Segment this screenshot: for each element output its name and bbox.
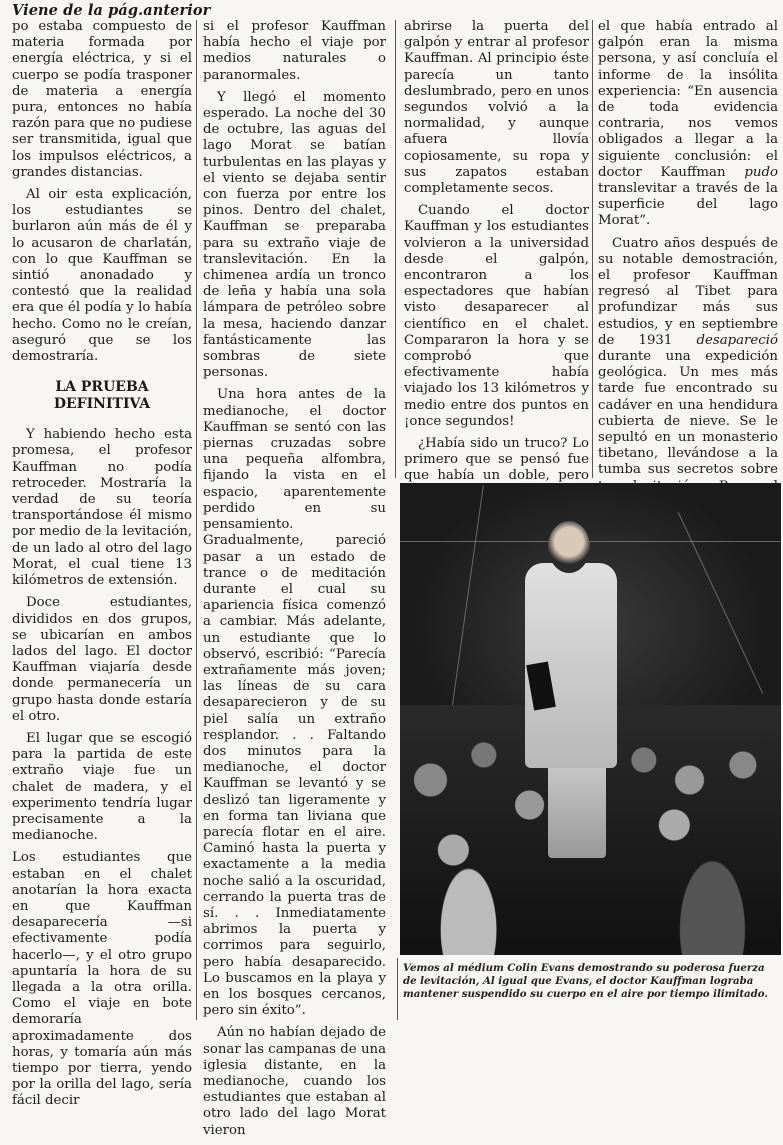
paragraph: Los estudiantes que estaban en el chalet anotarían la hora exacta en que Kauffman desaparecería —si efectivamente podía hacerlo—, y el otro grupo apuntaría la hora de su llegada a la otra orilla. Como el viaje en bote demoraría aproximadamente dos horas, y tomaría aún más tiempo por tierra, yendo por la orilla del lago, sería fácil decir <box>12 850 192 1109</box>
paragraph: ¿Había sido un truco? Lo primero que se pensó fue que había un doble, pero <box>404 436 589 484</box>
paragraph: El lugar que se escogió para la partida de este extraño viaje fue un chalet de madera, y el experimento tendría lugar precisamente a la medianoche. <box>12 730 192 844</box>
medium-head <box>548 521 590 573</box>
paragraph-text: Cuatro años después de su notable demostración, el profesor Kauffman regresó al Tibet para profundizar más sus estudios, y en septiembre de 1931 <box>598 235 778 348</box>
paragraph: abrirse la puerta del galpón y entrar al profesor Kauffman. Al principio éste parecía un tanto deslumbrado, pero en unos segundos volvió a la normalidad, y aunque afuera llovía copiosamente, su ropa y sus zapatos estaban completamente secos. <box>404 19 589 197</box>
paragraph: Al oir esta explicación, los estudiantes se burlaron aún más de él y lo acusaron de charlatán, con lo que Kauffman se sintió anonadado y contestó que la realidad era que él podía y lo había hecho. Como no le creían, aseguró que se los demostraría. <box>12 187 192 365</box>
paragraph <box>598 19 778 230</box>
paragraph: po estaba compuesto de materia formada por energía eléctrica, y si el cuerpo se podía trasponer de materia a energía pura, entonces no había razón para que no pudiese ser transmitida, igual que los impulsos eléctricos, a grandes distancias. <box>12 19 192 180</box>
paragraph: Aún no habían dejado de sonar las campanas de una iglesia distante, en la medianoche, cuando los estudiantes que estaban al otro lado del lago Morat vieron <box>203 1025 386 1138</box>
paragraph-text: durante una expedición geológica. Un mes más tarde fue encontrado su cadáver en una hendidura cubierta de nieve. Se le sepultó en un monasterio tibetano, llevándose a la tumba sus secretos sobre <box>598 349 778 478</box>
suspension-wire <box>678 512 763 694</box>
paragraph: Cuando el doctor Kauffman y los estudiantes volvieron a la universidad desde el galpón, encontraron a los espectadores que habían visto desaparecer al científico en el chalet. Compararon la hora y se comprobó que efectivamente había viajado los 13 kilómetros y medio entre dos puntos en ¡once segundos! <box>404 203 589 429</box>
section-subheading: LA PRUEBA DEFINITIVA <box>53 379 151 413</box>
medium-legs <box>548 763 606 858</box>
article-column-4 <box>598 19 778 550</box>
photo-caption: Vemos al médium Colin Evans demostrando su poderosa fuerza de levitación, Al igual que Evans, el doctor Kauffman lograba mantener suspendido su cuerpo en el aire por tiempo ilimitado. <box>403 962 768 1000</box>
paragraph: Una hora antes de la medianoche, el doctor Kauffman se sentó con las piernas cruzadas sobre una pequeña alfombra, fijando la vista en el espacio, aparentemente perdido en su pensamiento. Gradualmente, pareció pasar a un estado de trance o de meditación durante el cual su apariencia física comenzó a cambiar. Más adelante, un estudiante que lo observó, escribió: “Parecía extrañamente más joven; las líneas de su cara desaparecieron y de su piel salía un extraño resplandor. . . Faltando dos minutos para la medianoche, el doctor Kauffman se levantó y se deslizó tan ligeramente y en forma tan liviana que parecía flotar en el aire. Caminó hasta la puerta y exactamente a la media noche salió a la oscuridad, cerrando la puerta tras de sí. . . Inmediatamente abrimos la puerta y corrimos para seguirlo, pero había desaparecido. Lo buscamos en la playa y en los bosques cercanos, pero sin éxito”. <box>203 387 386 1019</box>
emphasis-text: desapareció <box>696 332 778 348</box>
paragraph: Y llegó el momento esperado. La noche del 30 de octubre, las aguas del lago Morat se batían turbulentas en las playas y el viento se dejaba sentir con fuerza por entre los pinos. Dentro del chalet, Kauffman se preparaba para su extraño viaje de translevitación. En la chimenea ardía un tronco de leña y había una sola lámpara de petróleo sobre la mesa, haciendo danzar fantásticamente las sombras de siete personas. <box>203 89 386 381</box>
article-column-3 <box>404 19 589 539</box>
paragraph: si el profesor Kauffman había hecho el viaje por medios naturales o paranormales. <box>203 19 386 83</box>
column-divider <box>592 20 593 478</box>
article-column-1 <box>12 19 192 1116</box>
emphasis-text: pudo <box>744 164 778 180</box>
article-column-2 <box>203 19 386 1145</box>
paragraph: Doce estudiantes, divididos en dos grupos, se ubicarían en ambos lados del lago. El doctor Kauffman viajaría desde donde permanecería un grupo hasta donde estaría el otro. <box>12 595 192 724</box>
paragraph-text: el que había entrado al galpón eran la misma persona, y así concluía el informe de la insólita experiencia: “En ausencia de toda evidencia contraria, nos vemos obligados a llegar a la siguiente conclusión: el doctor Kauffman <box>598 19 778 180</box>
continued-from-previous-page: Viene de la pág.anterior <box>12 2 211 19</box>
paragraph-text: translevitar a través de la superficie del lago Morat”. <box>598 181 778 229</box>
wall-line <box>400 541 781 542</box>
column-divider <box>196 20 197 1020</box>
column-divider <box>395 20 396 478</box>
paragraph: Y habiendo hecho esta promesa, el profesor Kauffman no podía retroceder. Mostraría la verdad de su teoría transportándose él mismo por medio de la levitación, de un lado al otro del lago Morat, el cual tiene 13 kilómetros de extensión. <box>12 427 192 589</box>
levitation-photo <box>400 483 781 955</box>
caption-divider <box>397 958 398 1020</box>
